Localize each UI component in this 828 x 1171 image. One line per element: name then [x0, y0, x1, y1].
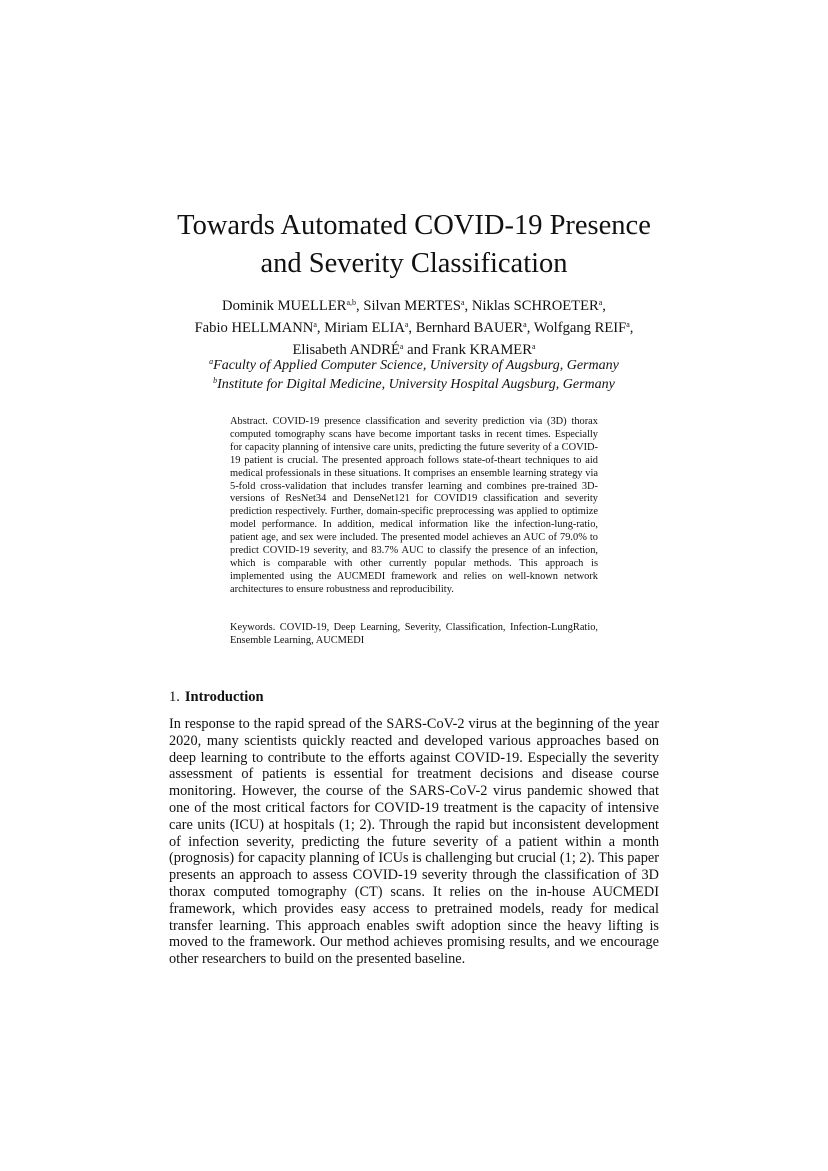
author: Niklas SCHROETER$^a$, [471, 298, 606, 314]
section-body-text: In response to the rapid spread of the SARS-CoV-2 virus at the beginning of the year 2020, many scientists quickly reacted and developed various approaches based on deep learning to contribute to the efforts against COVID-19. Especially the severity assessment of patients is essential for treatment decisions and disease course monitoring. However, the course of the SARS-CoV-2 virus pandemic showed that one of the most critical factors for COVID-19 treatment is the capacity of intensive care units (ICU) at hospitals (1; 2). Through the rapid but inconsistent development of infection severity, predicting the future severity of a patient within a month (prognosis) for capacity planning of ICUs is challenging but crucial (1; 2). This paper presents an approach to assess COVID-19 severity through the classification of 3D thorax computed tomography (CT) scans. It relies on the in-house AUCMEDI framework, which provides easy access to pretrained models, ready for medical transfer learning. This approach enables swift adoption since the heavy lifting is moved to the framework. Our method achieves promising results, and we encourage other researchers to build on the presented baseline. [169, 716, 659, 968]
author: Bernhard BAUER$^a$, [415, 320, 534, 336]
author: Dominik MUELLER$^{a,b}$, [222, 298, 364, 314]
author: Silvan MERTES$^a$, [363, 298, 472, 314]
author: Frank KRAMER$^a$ [431, 342, 536, 358]
paper-title [0, 207, 828, 283]
author: Wolfgang REIF$^a$, [533, 320, 634, 336]
abstract-text: Abstract. COVID-19 presence classification and severity prediction via (3D) thorax computed tomography scans have become important tasks in recent times. Especially for capacity planning of intensive care units, predicting the future severity of a COVID-19 patient is crucial. The presented approach follows state-of-theart techniques to aid medical professionals in these situations. It comprises an ensemble learning strategy via 5-fold cross-validation that includes transfer learning and combines pre-trained 3D-versions of ResNet34 and DenseNet121 for COVID19 classification and severity prediction respectively. Further, domain-specific preprocessing was applied to optimize model performance. In addition, medical information like the infection-lung-ratio, patient age, and sex were included. The presented model achieves an AUC of 79.0% to predict COVID-19 severity, and 83.7% AUC to classify the presence of an infection, which is comparable with other currently popular methods. This approach is implemented using the AUCMEDI framework and relies on well-known network architectures to ensure robustness and reproducibility. [230, 416, 598, 595]
section-number: 1. [169, 689, 180, 705]
section-heading [169, 688, 264, 706]
author: Elisabeth ANDRÉ$^a$ and [292, 342, 432, 358]
title-line-2: and Severity Classification [260, 248, 568, 279]
section-title: Introduction [184, 689, 264, 705]
author: Fabio HELLMANN$^a$, [194, 320, 325, 336]
author-list [0, 295, 828, 361]
affiliation: $^a$Faculty of Applied Computer Science, University of Augsburg, Germany [209, 357, 619, 373]
title-line-1: Towards Automated COVID-19 Presence [177, 210, 651, 241]
affiliation: $^b$Institute for Digital Medicine, University Hospital Augsburg, Germany [213, 376, 615, 392]
author: Miriam ELIA$^a$, [324, 320, 416, 336]
affiliation-list [0, 356, 828, 394]
abstract [230, 416, 598, 597]
keywords: Keywords. COVID-19, Deep Learning, Severity, Classification, Infection-LungRatio, Ensemble Learning, AUCMEDI [230, 622, 598, 646]
